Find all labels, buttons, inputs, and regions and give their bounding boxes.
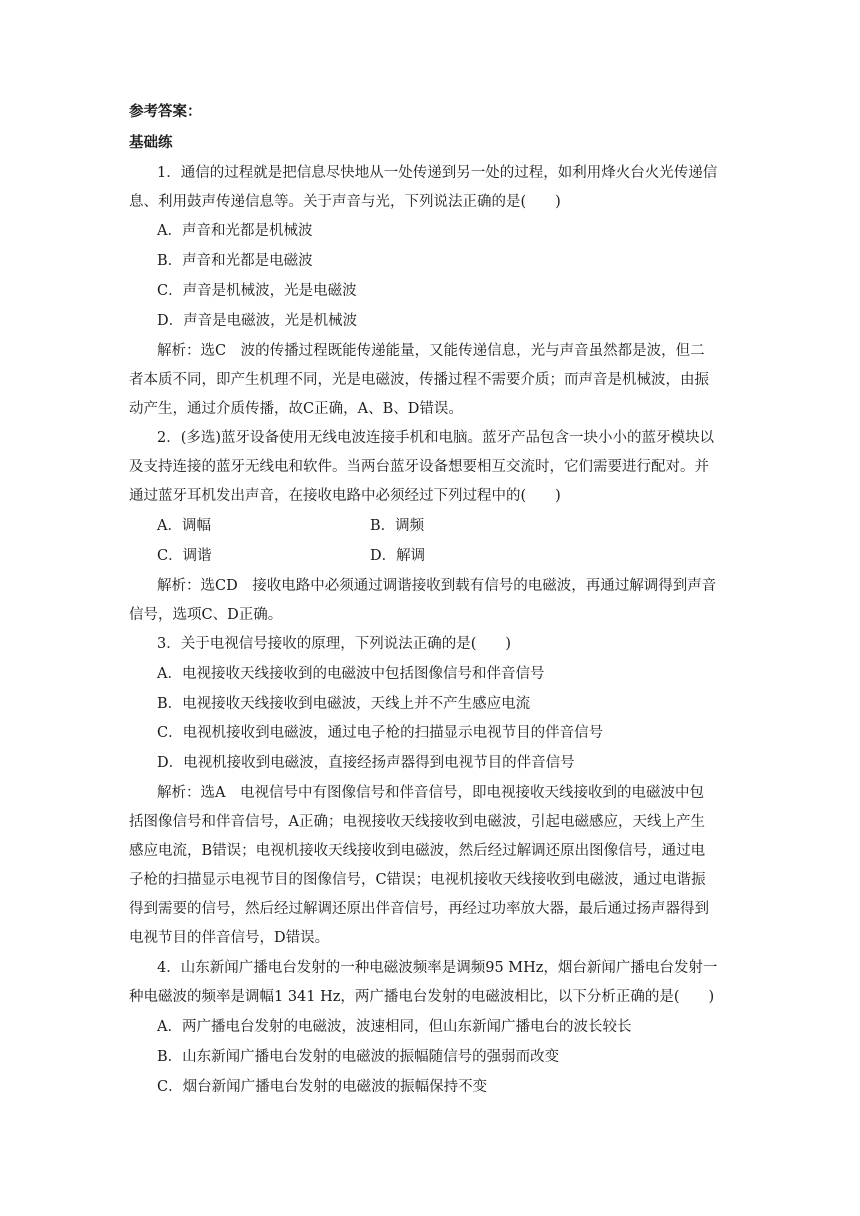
q2-option-d: D．解调: [370, 548, 426, 564]
q2-analysis-line-2: 信号，选项C、D正确。: [129, 607, 283, 623]
q3-option-d: D．电视机接收到电磁波，直接经扬声器得到电视节目的伴音信号: [157, 755, 575, 771]
q3-analysis-line-6: 电视节目的伴音信号，D错误。: [129, 930, 330, 946]
q4-stem-line-2: 种电磁波的频率是调幅1 341 Hz，两广播电台发射的电磁波相比，以下分析正确的是( ): [129, 989, 715, 1005]
q3-option-c: C．电视机接收到电磁波，通过电子枪的扫描显示电视节目的伴音信号: [157, 725, 604, 741]
q4-option-c: C．烟台新闻广播电台发射的电磁波的振幅保持不变: [157, 1079, 488, 1095]
q3-option-a: A．电视接收天线接收到的电磁波中包括图像信号和伴音信号: [157, 666, 545, 682]
q1-analysis-line-2: 者本质不同，即产生机理不同，光是电磁波，传播过程不需要介质；而声音是机械波，由振: [129, 372, 709, 388]
q4-option-a: A．两广播电台发射的电磁波，波速相同，但山东新闻广播电台的波长较长: [157, 1019, 632, 1035]
q4-option-b: B．山东新闻广播电台发射的电磁波的振幅随信号的强弱而改变: [157, 1049, 560, 1065]
section-heading: 基础练: [129, 134, 173, 151]
q3-analysis-line-4: 子枪的扫描显示电视节目的图像信号，C错误；电视机接收天线接收到电磁波，通过电谐振: [129, 872, 706, 888]
q2-stem-line-1: 2．(多选)蓝牙设备使用无线电波连接手机和电脑。蓝牙产品包含一块小小的蓝牙模块以: [157, 430, 715, 446]
q2-option-b: B．调频: [370, 518, 425, 534]
q3-analysis-line-5: 得到需要的信号，然后经过解调还原出伴音信号，再经过功率放大器，最后通过扬声器得到: [129, 901, 709, 917]
q1-option-b: B．声音和光都是电磁波: [157, 253, 313, 269]
q2-stem-line-2: 及支持连接的蓝牙无线电和软件。当两台蓝牙设备想要相互交流时，它们需要进行配对。并: [129, 459, 709, 475]
q1-option-a: A．声音和光都是机械波: [157, 223, 313, 239]
q1-stem-line-2: 息、利用鼓声传递信息等。关于声音与光，下列说法正确的是( ): [129, 194, 561, 210]
q1-option-c: C．声音是机械波，光是电磁波: [157, 283, 357, 299]
q2-stem-line-3: 通过蓝牙耳机发出声音，在接收电路中必须经过下列过程中的( ): [129, 488, 561, 504]
q4-stem-line-1: 4．山东新闻广播电台发射的一种电磁波频率是调频95 MHz，烟台新闻广播电台发射一: [157, 960, 718, 976]
q1-analysis-line-3: 动产生，通过介质传播，故C正确，A、B、D错误。: [129, 401, 463, 417]
answer-title: 参考答案：: [129, 103, 202, 120]
q1-analysis-line-1: 解析：选C 波的传播过程既能传递能量，又能传递信息，光与声音虽然都是波，但二: [157, 343, 705, 359]
q3-analysis-line-2: 括图像信号和伴音信号，A正确；电视接收天线接收到电磁波，引起电磁感应，天线上产生: [129, 814, 705, 830]
q1-option-d: D．声音是电磁波，光是机械波: [157, 313, 358, 329]
q2-option-a: A．调幅: [157, 518, 211, 534]
q1-stem-line-1: 1．通信的过程就是把信息尽快地从一处传递到另一处的过程，如利用烽火台火光传递信: [157, 165, 718, 181]
q3-analysis-line-1: 解析：选A 电视信号中有图像信号和伴音信号，即电视接收天线接收到的电磁波中包: [157, 785, 704, 801]
q2-analysis-line-1: 解析：选CD 接收电路中必须通过调谐接收到载有信号的电磁波，再通过解调得到声音: [157, 578, 717, 594]
q3-option-b: B．电视接收天线接收到电磁波，天线上并不产生感应电流: [157, 696, 531, 712]
q3-stem-line-1: 3．关于电视信号接收的原理，下列说法正确的是( ): [157, 636, 512, 652]
q3-analysis-line-3: 感应电流，B错误；电视机接收天线接收到电磁波，然后经过解调还原出图像信号，通过电: [129, 843, 706, 859]
q2-option-c: C．调谐: [157, 548, 212, 564]
